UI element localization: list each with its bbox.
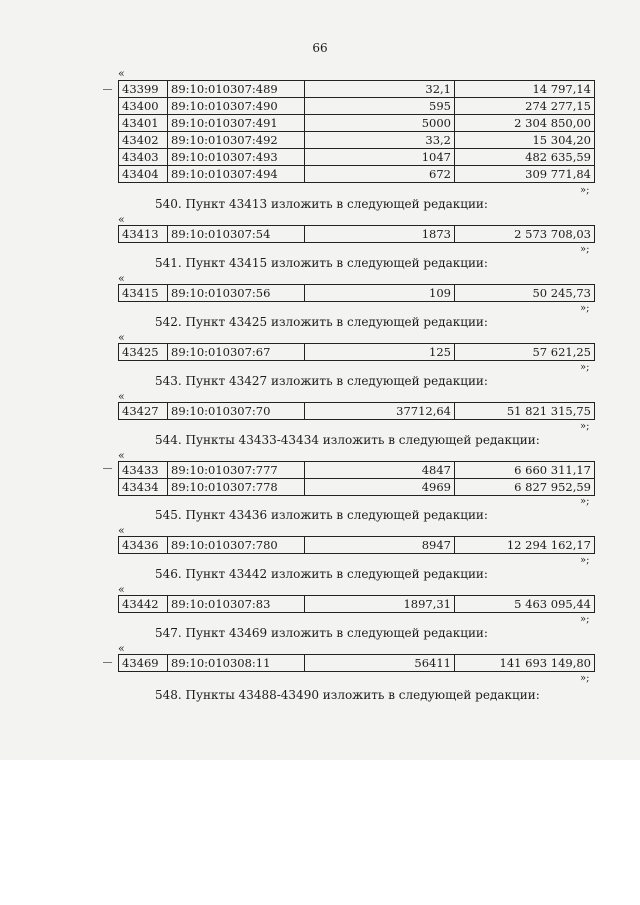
cadastral-number: 89:10:010307:491 (168, 115, 305, 132)
cadastral-value: 15 304,20 (455, 132, 595, 149)
close-quote: »; (580, 244, 590, 255)
area-value: 109 (305, 285, 455, 302)
cadastral-value: 14 797,14 (455, 81, 595, 98)
item-number: 43403 (119, 149, 168, 166)
open-quote: « (118, 583, 125, 596)
close-quote: »; (580, 362, 590, 373)
cadastral-value: 2 304 850,00 (455, 115, 595, 132)
paragraph-heading: 543. Пункт 43427 изложить в следующей редакции: (155, 374, 488, 388)
item-number: 43434 (119, 479, 168, 496)
area-value: 595 (305, 98, 455, 115)
table-row (119, 226, 595, 243)
cadastral-number: 89:10:010308:11 (168, 655, 305, 672)
item-number: 43415 (119, 285, 168, 302)
table-row (119, 285, 595, 302)
item-number: 43404 (119, 166, 168, 183)
item-number: 43425 (119, 344, 168, 361)
paragraph-heading: 544. Пункты 43433-43434 изложить в следующей редакции: (155, 433, 540, 447)
cadastral-value: 51 821 315,75 (455, 403, 595, 420)
cadastral-number: 89:10:010307:83 (168, 596, 305, 613)
table-row (119, 98, 595, 115)
cadastral-value: 5 463 095,44 (455, 596, 595, 613)
open-quote: « (118, 67, 125, 80)
paragraph-heading: 541. Пункт 43415 изложить в следующей редакции: (155, 256, 488, 270)
item-number: 43413 (119, 226, 168, 243)
cadastral-value: 6 660 311,17 (455, 462, 595, 479)
parcel-table (118, 536, 595, 554)
cadastral-value: 309 771,84 (455, 166, 595, 183)
item-number: 43401 (119, 115, 168, 132)
open-quote: « (118, 390, 125, 403)
area-value: 1897,31 (305, 596, 455, 613)
margin-mark (103, 89, 112, 90)
area-value: 672 (305, 166, 455, 183)
item-number: 43442 (119, 596, 168, 613)
close-quote: »; (580, 496, 590, 507)
close-quote: »; (580, 673, 590, 684)
area-value: 8947 (305, 537, 455, 554)
parcel-table (118, 343, 595, 361)
cadastral-number: 89:10:010307:493 (168, 149, 305, 166)
item-number: 43402 (119, 132, 168, 149)
cadastral-value: 141 693 149,80 (455, 655, 595, 672)
close-quote: »; (580, 421, 590, 432)
table-row (119, 479, 595, 496)
cadastral-value: 274 277,15 (455, 98, 595, 115)
page-number: 66 (312, 41, 328, 55)
table-row (119, 655, 595, 672)
margin-mark (103, 468, 112, 469)
table-row (119, 462, 595, 479)
cadastral-number: 89:10:010307:492 (168, 132, 305, 149)
table-row (119, 132, 595, 149)
table-row (119, 149, 595, 166)
open-quote: « (118, 524, 125, 537)
cadastral-number: 89:10:010307:54 (168, 226, 305, 243)
paragraph-heading: 540. Пункт 43413 изложить в следующей редакции: (155, 197, 488, 211)
item-number: 43399 (119, 81, 168, 98)
open-quote: « (118, 272, 125, 285)
close-quote: »; (580, 555, 590, 566)
table-row (119, 537, 595, 554)
area-value: 33,2 (305, 132, 455, 149)
area-value: 56411 (305, 655, 455, 672)
parcel-table (118, 402, 595, 420)
area-value: 5000 (305, 115, 455, 132)
item-number: 43433 (119, 462, 168, 479)
paragraph-heading: 546. Пункт 43442 изложить в следующей редакции: (155, 567, 488, 581)
open-quote: « (118, 213, 125, 226)
item-number: 43427 (119, 403, 168, 420)
parcel-table (118, 225, 595, 243)
parcel-table (118, 284, 595, 302)
close-quote: »; (580, 303, 590, 314)
area-value: 37712,64 (305, 403, 455, 420)
parcel-table (118, 654, 595, 672)
item-number: 43436 (119, 537, 168, 554)
area-value: 1873 (305, 226, 455, 243)
cadastral-number: 89:10:010307:489 (168, 81, 305, 98)
parcel-table (118, 80, 595, 183)
area-value: 32,1 (305, 81, 455, 98)
cadastral-value: 50 245,73 (455, 285, 595, 302)
cadastral-value: 6 827 952,59 (455, 479, 595, 496)
cadastral-value: 12 294 162,17 (455, 537, 595, 554)
paragraph-heading: 545. Пункт 43436 изложить в следующей редакции: (155, 508, 488, 522)
parcel-table (118, 461, 595, 496)
area-value: 4847 (305, 462, 455, 479)
cadastral-value: 2 573 708,03 (455, 226, 595, 243)
margin-mark (103, 662, 112, 663)
cadastral-value: 57 621,25 (455, 344, 595, 361)
open-quote: « (118, 642, 125, 655)
cadastral-number: 89:10:010307:67 (168, 344, 305, 361)
paragraph-heading: 548. Пункты 43488-43490 изложить в следующей редакции: (155, 688, 540, 702)
cadastral-number: 89:10:010307:780 (168, 537, 305, 554)
table-row (119, 596, 595, 613)
close-quote: »; (580, 185, 590, 196)
table-row (119, 344, 595, 361)
cadastral-value: 482 635,59 (455, 149, 595, 166)
open-quote: « (118, 331, 125, 344)
cadastral-number: 89:10:010307:490 (168, 98, 305, 115)
table-row (119, 403, 595, 420)
paragraph-heading: 542. Пункт 43425 изложить в следующей редакции: (155, 315, 488, 329)
close-quote: »; (580, 614, 590, 625)
table-row (119, 115, 595, 132)
cadastral-number: 89:10:010307:778 (168, 479, 305, 496)
cadastral-number: 89:10:010307:70 (168, 403, 305, 420)
table-row (119, 81, 595, 98)
area-value: 4969 (305, 479, 455, 496)
paragraph-heading: 547. Пункт 43469 изложить в следующей редакции: (155, 626, 488, 640)
cadastral-number: 89:10:010307:494 (168, 166, 305, 183)
cadastral-number: 89:10:010307:777 (168, 462, 305, 479)
open-quote: « (118, 449, 125, 462)
cadastral-number: 89:10:010307:56 (168, 285, 305, 302)
item-number: 43469 (119, 655, 168, 672)
item-number: 43400 (119, 98, 168, 115)
table-row (119, 166, 595, 183)
area-value: 1047 (305, 149, 455, 166)
parcel-table (118, 595, 595, 613)
area-value: 125 (305, 344, 455, 361)
